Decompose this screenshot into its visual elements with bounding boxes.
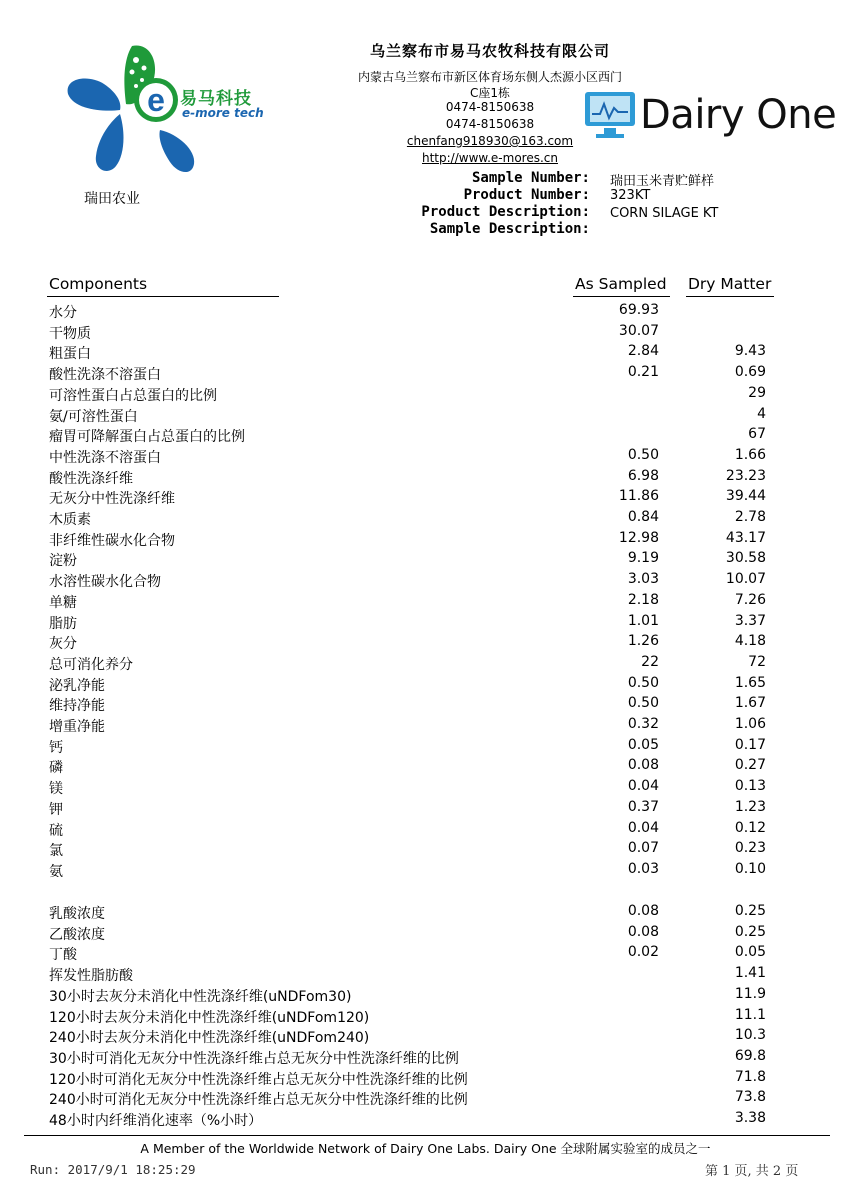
as-sampled-value: 2.84 bbox=[627, 343, 659, 360]
table-row bbox=[0, 1007, 851, 1028]
dry-matter-value: 11.9 bbox=[734, 985, 766, 1002]
as-sampled-value: 0.50 bbox=[627, 674, 659, 691]
component-name: 乳酸浓度 bbox=[49, 906, 105, 922]
component-name: 酸性洗涤不溶蛋白 bbox=[49, 367, 161, 384]
table-row bbox=[0, 406, 851, 427]
dry-matter-value: 71.8 bbox=[734, 1068, 766, 1085]
address-line-1: 内蒙古乌兰察布市新区体育场东侧人杰源小区西门 bbox=[357, 70, 622, 84]
dry-matter-value: 1.67 bbox=[734, 695, 766, 712]
table-row bbox=[0, 323, 851, 344]
as-sampled-value: 6.98 bbox=[627, 467, 659, 484]
emore-logo bbox=[60, 38, 275, 178]
as-sampled-value: 0.08 bbox=[627, 903, 659, 919]
component-name: 可溶性蛋白占总蛋白的比例 bbox=[49, 387, 217, 404]
dry-matter-value: 0.25 bbox=[734, 903, 766, 919]
sample-number-value: 瑞田玉米青贮鲜样 bbox=[610, 174, 715, 189]
as-sampled-value: 11.86 bbox=[618, 488, 659, 505]
table-row bbox=[0, 550, 851, 571]
table-row bbox=[0, 447, 851, 468]
table-row bbox=[0, 633, 851, 654]
product-number-value: 323KT bbox=[610, 188, 651, 203]
dry-matter-value: 0.27 bbox=[734, 757, 766, 774]
footer-network-text: A Member of the Worldwide Network of Dairy One Labs. Dairy One 全球附属实验室的成员之一 bbox=[140, 1141, 711, 1156]
as-sampled-value: 9.19 bbox=[627, 550, 659, 567]
table-row bbox=[0, 965, 851, 986]
component-name: 48小时内纤维消化速率（%小时） bbox=[49, 1113, 263, 1129]
component-name: 非纤维性碳水化合物 bbox=[49, 532, 175, 549]
component-name: 30小时去灰分未消化中性洗涤纤维(uNDFom30) bbox=[49, 988, 352, 1005]
component-name: 钙 bbox=[49, 739, 63, 756]
component-name: 磷 bbox=[49, 760, 63, 777]
table-row bbox=[0, 613, 851, 634]
table-row bbox=[0, 1110, 851, 1131]
client-name: 瑞田农业 bbox=[84, 191, 140, 207]
as-sampled-value: 12.98 bbox=[618, 529, 659, 546]
dry-matter-value: 9.43 bbox=[734, 343, 766, 360]
phone-1: 0474-8150638 bbox=[445, 100, 535, 114]
dry-matter-value: 23.23 bbox=[725, 467, 766, 484]
component-name: 中性洗涤不溶蛋白 bbox=[49, 449, 161, 466]
dry-matter-value: 0.05 bbox=[734, 944, 766, 961]
component-name: 硫 bbox=[49, 822, 63, 839]
dry-matter-value: 0.17 bbox=[734, 736, 766, 753]
dry-matter-value: 2.78 bbox=[734, 509, 766, 525]
as-sampled-value: 0.05 bbox=[627, 736, 659, 753]
as-sampled-value: 0.03 bbox=[627, 860, 659, 877]
dry-matter-value: 3.37 bbox=[734, 612, 766, 629]
component-name: 30小时可消化无灰分中性洗涤纤维占总无灰分中性洗涤纤维的比例 bbox=[49, 1050, 459, 1067]
component-name: 总可消化养分 bbox=[49, 656, 133, 673]
as-sampled-value: 2.18 bbox=[627, 591, 659, 608]
table-row bbox=[0, 509, 851, 530]
table-row bbox=[0, 944, 851, 965]
as-sampled-value: 0.02 bbox=[627, 944, 659, 961]
dry-matter-value: 1.41 bbox=[734, 965, 766, 982]
as-sampled-header: As Sampled bbox=[575, 275, 667, 293]
component-name: 水分 bbox=[49, 305, 77, 321]
table-row bbox=[0, 675, 851, 696]
component-name: 干物质 bbox=[49, 325, 91, 342]
dairy-one-monitor-icon bbox=[584, 90, 640, 142]
as-sampled-value: 30.07 bbox=[618, 322, 659, 339]
dry-matter-value: 7.26 bbox=[734, 591, 766, 608]
component-name: 钾 bbox=[49, 801, 63, 818]
dry-matter-value: 4 bbox=[757, 405, 766, 422]
dry-matter-value: 11.1 bbox=[734, 1006, 766, 1023]
table-row bbox=[0, 903, 851, 924]
dry-matter-value: 0.10 bbox=[734, 860, 766, 877]
table-row bbox=[0, 571, 851, 592]
table-row bbox=[0, 861, 851, 882]
table-row bbox=[0, 654, 851, 675]
component-name: 增重净能 bbox=[49, 719, 105, 735]
dry-matter-value: 69.8 bbox=[734, 1047, 766, 1064]
dry-matter-value: 29 bbox=[748, 384, 766, 401]
components-header-rule bbox=[47, 296, 279, 297]
as-sampled-value: 0.84 bbox=[627, 509, 659, 525]
dry-matter-value: 39.44 bbox=[725, 488, 766, 505]
table-row bbox=[0, 1069, 851, 1090]
table-row bbox=[0, 820, 851, 841]
component-name: 瘤胃可降解蛋白占总蛋白的比例 bbox=[49, 429, 245, 446]
as-sampled-value: 0.21 bbox=[627, 364, 659, 381]
svg-text:e: e bbox=[147, 82, 165, 118]
website-link[interactable]: http://www.e-mores.cn bbox=[422, 151, 558, 165]
component-name: 镁 bbox=[49, 781, 63, 798]
as-sampled-value: 0.07 bbox=[627, 840, 659, 857]
table-row bbox=[0, 364, 851, 385]
dry-matter-value: 10.3 bbox=[734, 1027, 766, 1044]
table-row bbox=[0, 757, 851, 778]
emore-logo-cn: 易马科技 bbox=[180, 89, 252, 109]
company-name: 乌兰察布市易马农牧科技有限公司 bbox=[369, 42, 610, 60]
as-sampled-value: 0.50 bbox=[627, 695, 659, 712]
component-name: 水溶性碳水化合物 bbox=[49, 574, 161, 591]
run-timestamp: Run: 2017/9/1 18:25:29 bbox=[30, 1162, 196, 1177]
dry-matter-value: 10.07 bbox=[725, 571, 766, 588]
dry-matter-value: 1.65 bbox=[734, 674, 766, 691]
as-sampled-value: 0.04 bbox=[627, 819, 659, 836]
table-row bbox=[0, 488, 851, 509]
component-name: 120小时可消化无灰分中性洗涤纤维占总无灰分中性洗涤纤维的比例 bbox=[49, 1071, 468, 1088]
component-name: 无灰分中性洗涤纤维 bbox=[49, 491, 175, 508]
table-row bbox=[0, 1089, 851, 1110]
component-name: 灰分 bbox=[49, 636, 77, 653]
table-row bbox=[0, 343, 851, 364]
dairy-one-logo-text: Dairy One bbox=[640, 92, 837, 138]
dry-matter-value: 0.69 bbox=[734, 364, 766, 381]
table-row bbox=[0, 778, 851, 799]
as-sampled-value: 1.01 bbox=[627, 612, 659, 629]
table-row bbox=[0, 716, 851, 737]
component-name: 酸性洗涤纤维 bbox=[49, 470, 133, 487]
as-sampled-value: 0.04 bbox=[627, 778, 659, 795]
table-row bbox=[0, 530, 851, 551]
table-row bbox=[0, 1048, 851, 1069]
page-indicator: 第 1 页, 共 2 页 bbox=[705, 1164, 799, 1179]
as-sampled-value: 0.32 bbox=[627, 716, 659, 732]
table-row bbox=[0, 737, 851, 758]
table-row bbox=[0, 592, 851, 613]
component-name: 240小时可消化无灰分中性洗涤纤维占总无灰分中性洗涤纤维的比例 bbox=[49, 1092, 468, 1109]
product-description-label: Product Description: bbox=[421, 204, 590, 220]
table-row bbox=[0, 426, 851, 447]
table-row bbox=[0, 840, 851, 861]
component-name: 木质素 bbox=[49, 512, 91, 528]
as-sampled-header-rule bbox=[573, 296, 670, 297]
product-description-value: CORN SILAGE KT bbox=[610, 206, 719, 221]
dry-matter-value: 73.8 bbox=[734, 1089, 766, 1106]
dry-matter-header-rule bbox=[686, 296, 774, 297]
dry-matter-value: 67 bbox=[748, 426, 766, 443]
component-name: 240小时去灰分未消化中性洗涤纤维(uNDFom240) bbox=[49, 1030, 370, 1047]
as-sampled-value: 69.93 bbox=[618, 302, 659, 318]
product-number-label: Product Number: bbox=[463, 187, 590, 203]
dry-matter-value: 4.18 bbox=[734, 633, 766, 650]
component-name: 120小时去灰分未消化中性洗涤纤维(uNDFom120) bbox=[49, 1009, 370, 1026]
component-name: 氨 bbox=[49, 863, 63, 880]
dry-matter-header: Dry Matter bbox=[688, 275, 772, 293]
component-name: 泌乳净能 bbox=[49, 677, 105, 694]
dry-matter-value: 1.06 bbox=[734, 716, 766, 732]
sample-description-label: Sample Description: bbox=[429, 221, 590, 237]
emore-logo-en: e-more tech bbox=[182, 106, 264, 120]
dry-matter-value: 0.13 bbox=[734, 778, 766, 795]
table-row bbox=[0, 924, 851, 945]
as-sampled-value: 22 bbox=[641, 653, 659, 670]
dry-matter-value: 30.58 bbox=[725, 550, 766, 567]
table-row bbox=[0, 1027, 851, 1048]
footer-rule bbox=[24, 1135, 830, 1136]
component-name: 脂肪 bbox=[49, 615, 77, 632]
dry-matter-value: 1.66 bbox=[734, 446, 766, 463]
component-name: 氯 bbox=[49, 843, 63, 860]
dry-matter-value: 0.25 bbox=[734, 923, 766, 940]
dry-matter-value: 72 bbox=[748, 653, 766, 670]
component-name: 粗蛋白 bbox=[49, 346, 91, 363]
component-name: 淀粉 bbox=[49, 553, 77, 570]
as-sampled-value: 0.50 bbox=[627, 446, 659, 463]
component-name: 挥发性脂肪酸 bbox=[49, 968, 133, 985]
as-sampled-value: 0.08 bbox=[627, 757, 659, 774]
as-sampled-value: 0.08 bbox=[627, 923, 659, 940]
dry-matter-value: 1.23 bbox=[734, 798, 766, 815]
address-line-2: C座1栋 bbox=[469, 86, 510, 100]
dry-matter-value: 0.23 bbox=[734, 840, 766, 857]
as-sampled-value: 0.37 bbox=[627, 798, 659, 815]
phone-2: 0474-8150638 bbox=[445, 117, 535, 131]
table-row bbox=[0, 302, 851, 323]
email-link[interactable]: chenfang918930@163.com bbox=[406, 134, 574, 148]
dairy-one-logo bbox=[584, 90, 640, 142]
table-row bbox=[0, 695, 851, 716]
component-name: 维持净能 bbox=[49, 698, 105, 715]
component-name: 丁酸 bbox=[49, 947, 77, 964]
component-name: 氨/可溶性蛋白 bbox=[49, 408, 138, 425]
component-name: 乙酸浓度 bbox=[49, 926, 105, 943]
table-row bbox=[0, 986, 851, 1007]
table-row bbox=[0, 799, 851, 820]
table-row bbox=[0, 468, 851, 489]
dry-matter-value: 3.38 bbox=[734, 1110, 766, 1126]
sample-number-label: Sample Number: bbox=[471, 170, 590, 186]
component-name: 单糖 bbox=[49, 594, 77, 611]
as-sampled-value: 3.03 bbox=[627, 571, 659, 588]
components-header: Components bbox=[49, 275, 148, 293]
table-row bbox=[0, 385, 851, 406]
dry-matter-value: 0.12 bbox=[734, 819, 766, 836]
as-sampled-value: 1.26 bbox=[627, 633, 659, 650]
dry-matter-value: 43.17 bbox=[725, 529, 766, 546]
